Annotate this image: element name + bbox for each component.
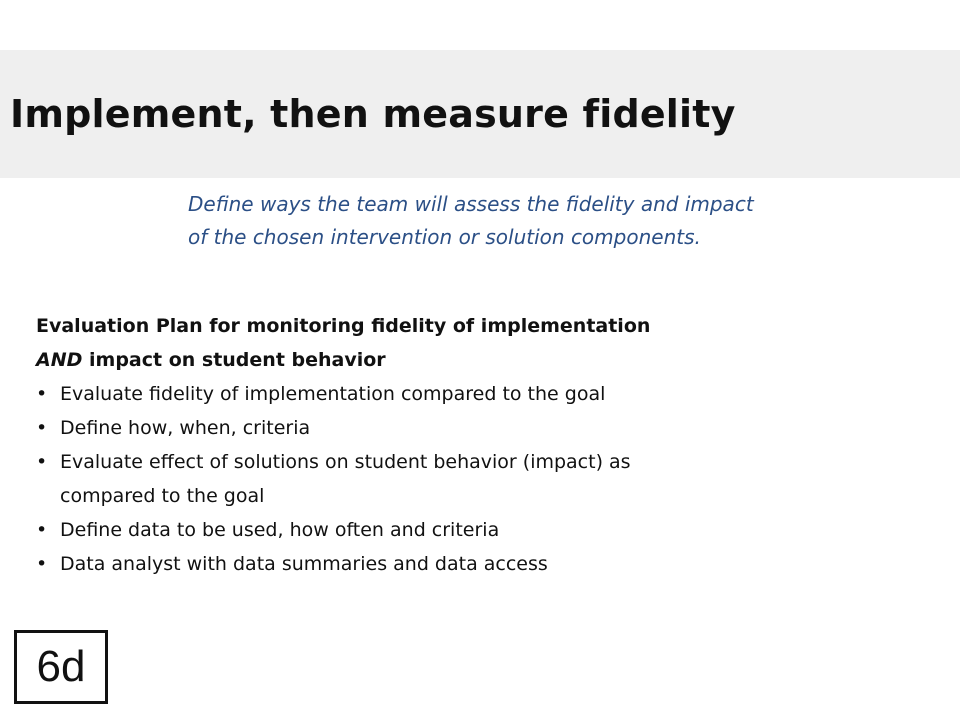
list-item <box>36 547 936 581</box>
list-item <box>36 377 936 411</box>
subtitle-line-1: Define ways the team will assess the fidelity and impact <box>188 192 754 216</box>
slide-number-label: 6d <box>14 630 108 704</box>
list-item-text: Evaluate fidelity of implementation compared to the goal <box>60 383 606 405</box>
plan-heading-line-2 <box>36 343 936 377</box>
plan-heading <box>36 309 936 377</box>
list-item-text: Define how, when, criteria <box>60 417 311 439</box>
slide-subtitle <box>188 188 928 254</box>
plan-heading-line-1: Evaluation Plan for monitoring fidelity of implementation <box>36 315 651 337</box>
plan-heading-emphasis: AND <box>36 349 83 371</box>
bullet-icon: • <box>36 383 48 405</box>
evaluation-plan <box>36 309 936 581</box>
plan-bullet-list <box>36 377 936 581</box>
list-item-text: Data analyst with data summaries and data access <box>60 553 548 575</box>
list-item-text: Evaluate effect of solutions on student behavior (impact) as <box>60 451 631 473</box>
bullet-icon: • <box>36 519 48 541</box>
bullet-icon: • <box>36 451 48 473</box>
list-item-text: Define data to be used, how often and criteria <box>60 519 500 541</box>
subtitle-line-2: of the chosen intervention or solution components. <box>188 225 701 249</box>
list-item <box>36 445 936 513</box>
bullet-icon: • <box>36 417 48 439</box>
bullet-icon: • <box>36 553 48 575</box>
list-item <box>36 411 936 445</box>
list-item <box>36 513 936 547</box>
list-item-text-continued: compared to the goal <box>60 485 265 507</box>
slide-title: Implement, then measure fidelity <box>10 92 736 136</box>
plan-heading-line-2-rest: impact on student behavior <box>82 349 386 371</box>
